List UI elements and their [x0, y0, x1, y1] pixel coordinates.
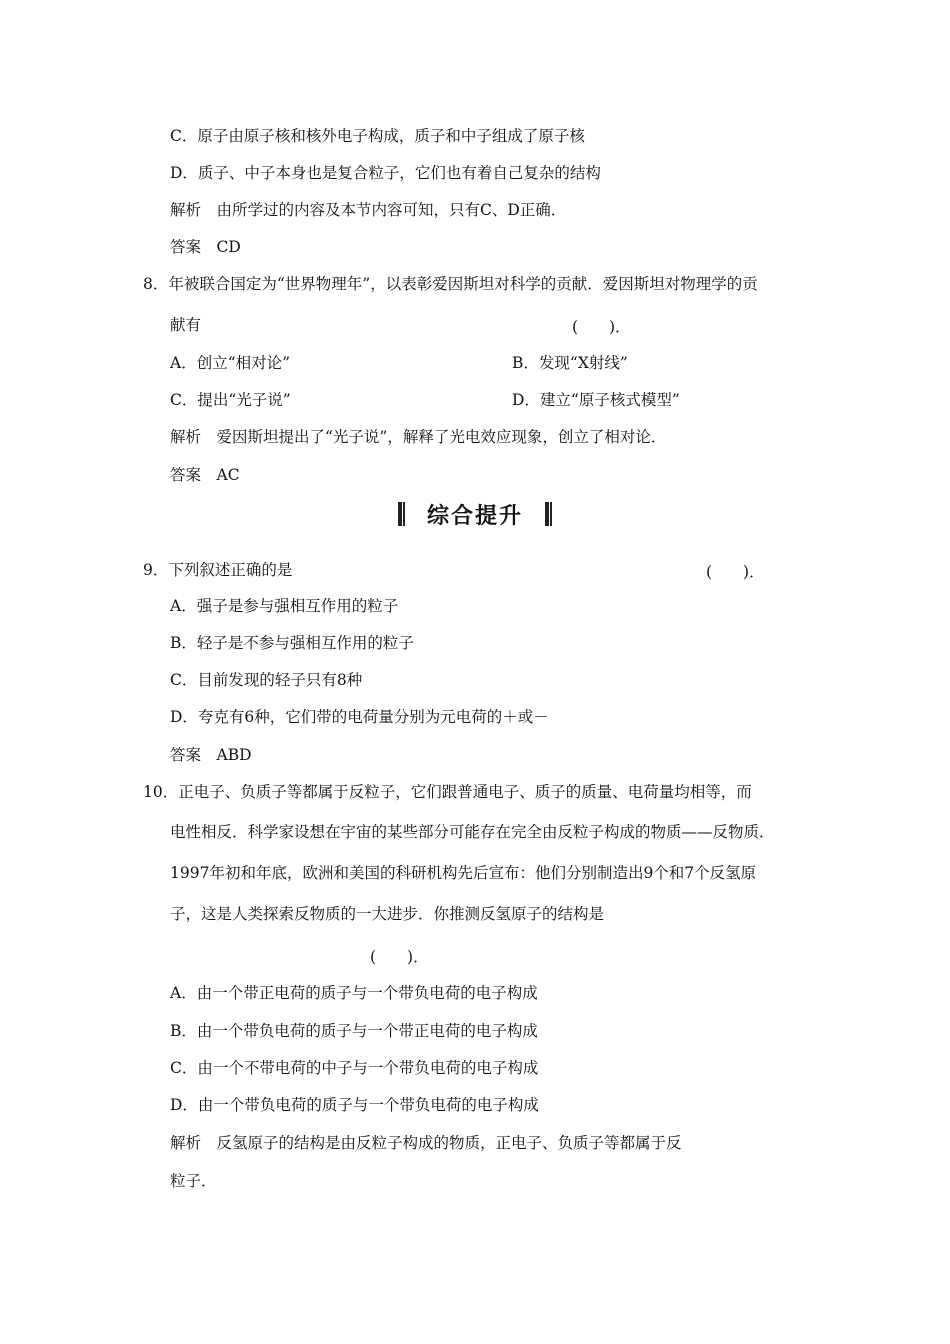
q10-answer-blank: ( )． — [370, 948, 429, 966]
q10-stem-line-2: 电性相反．科学家设想在宇宙的某些部分可能存在完全由反粒子构成的物质——反物质． — [170, 823, 775, 841]
section-title-text: 综合提升 — [426, 503, 523, 529]
q9-stem: 9．下列叙述正确的是 — [143, 561, 293, 579]
q10-stem-line-1: 10．正电子、负质子等都属于反粒子，它们跟普通电子、质子的质量、电荷量均相等，而 — [143, 783, 752, 801]
q7-option-c: C．原子由原子核和核外电子构成，质子和中子组成了原子核 — [170, 127, 585, 145]
q7-analysis: 解析 由所学过的内容及本节内容可知，只有C、D正确． — [170, 201, 567, 219]
q10-option-b: B．由一个带负电荷的质子与一个带正电荷的电子构成 — [170, 1022, 538, 1040]
q10-analysis-line-1: 解析 反氢原子的结构是由反粒子构成的物质，正电子、负质子等都属于反 — [170, 1134, 682, 1152]
q9-option-a: A．强子是参与强相互作用的粒子 — [170, 597, 399, 615]
q8-stem-line-1: 8．年被联合国定为“世界物理年”，以表彰爱因斯坦对科学的贡献．爱因斯坦对物理学的贡 — [143, 275, 758, 293]
q8-answer-blank: ( )． — [572, 318, 631, 336]
q9-option-d: D．夸克有6种，它们带的电荷量分别为元电荷的＋或－ — [170, 708, 549, 726]
section-left-bar-decoration — [398, 502, 405, 526]
q9-answer: 答案 ABD — [170, 746, 252, 764]
q9-option-c: C．目前发现的轻子只有8种 — [170, 671, 363, 689]
q8-analysis: 解析 爱因斯坦提出了“光子说”，解释了光电效应现象，创立了相对论． — [170, 428, 667, 446]
q10-analysis-line-2: 粒子． — [170, 1172, 217, 1190]
section-heading — [0, 497, 950, 531]
q10-option-d: D．由一个带负电荷的质子与一个带负电荷的电子构成 — [170, 1096, 539, 1114]
q9-answer-blank: ( )． — [706, 563, 765, 581]
q10-option-c: C．由一个不带电荷的中子与一个带负电荷的电子构成 — [170, 1059, 539, 1077]
q8-answer: 答案 AC — [170, 466, 240, 484]
q7-option-d: D．质子、中子本身也是复合粒子，它们也有着自己复杂的结构 — [170, 164, 601, 182]
q10-stem-line-4: 子，这是人类探索反物质的一大进步．你推测反氢原子的结构是 — [170, 905, 605, 923]
q8-option-d: D．建立“原子核式模型” — [512, 391, 680, 409]
q8-option-a: A．创立“相对论” — [170, 354, 291, 372]
q8-stem-line-2: 献有 — [170, 316, 202, 334]
section-right-bar-decoration — [545, 502, 552, 526]
q8-option-row-2 — [170, 390, 680, 410]
q9-option-b: B．轻子是不参与强相互作用的粒子 — [170, 634, 414, 652]
q8-option-row-1 — [170, 353, 628, 373]
q10-option-a: A．由一个带正电荷的质子与一个带负电荷的电子构成 — [170, 984, 538, 1002]
q8-option-b: B．发现“X射线” — [512, 354, 628, 372]
q10-stem-line-3: 1997年初和年底，欧洲和美国的科研机构先后宣布：他们分别制造出9个和7个反氢原 — [170, 864, 757, 882]
q8-option-c: C．提出“光子说” — [170, 391, 291, 409]
q7-answer: 答案 CD — [170, 238, 241, 256]
